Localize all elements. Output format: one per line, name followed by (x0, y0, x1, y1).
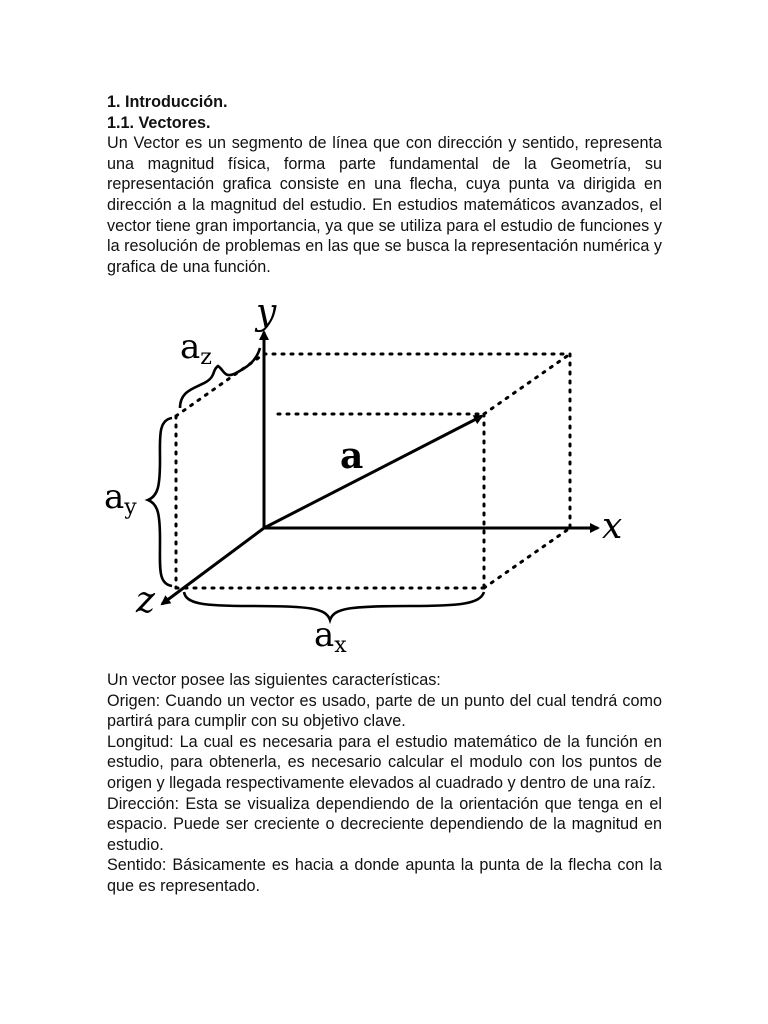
z-axis (162, 528, 264, 604)
x-axis-label: x (602, 506, 623, 547)
characteristics-section (107, 670, 662, 897)
vector-definition-paragraph: Un Vector es un segmento de línea que con dirección y sentido, representa una magnitud física, forma parte fundamental de la Geometría, su representación grafica consiste en una flecha, cuya punta va dirigida en dirección a la magnitud del estudio. En estudios matemáticos avanzados, el vector tiene gran importancia, ya que se utiliza para el estudio de funciones y la resolución de problemas en las que se busca la representación numérica y grafica de una función. (107, 134, 662, 276)
characteristics-intro: Un vector posee las siguientes características: (107, 671, 441, 689)
characteristic-sentido: Sentido: Básicamente es hacia a donde apunta la punta de la flecha con la que es representado. (107, 856, 662, 895)
vector-3d-diagram (100, 290, 660, 660)
y-axis-label: y (256, 292, 277, 333)
ay-brace (148, 418, 172, 586)
z-axis-label: z (136, 580, 155, 621)
intro-section (107, 92, 662, 277)
characteristic-direccion: Dirección: Esta se visualiza dependiendo de la orientación que tenga en el espacio. Puede ser creciente o decreciente dependiendo de la magnitud en estudio. (107, 794, 662, 854)
characteristic-longitud: Longitud: La cual es necesaria para el estudio matemático de la función en estudio, para obtenerla, es necesario calcular el modulo con los puntos de origen y llegada respectivamente elevados al cuadrado y dentro de una raíz. (107, 732, 662, 792)
box-bottom-right-edge (484, 528, 570, 588)
section-heading: 1. Introducción. (107, 93, 228, 111)
box-top-right-edge (484, 354, 570, 414)
subsection-heading: 1.1. Vectores. (107, 113, 211, 132)
az-label: az (180, 327, 212, 370)
ay-label: ay (104, 477, 137, 520)
characteristic-origen: Origen: Cuando un vector es usado, parte de un punto del cual tendrá como partirá para cumplir con su objetivo clave. (107, 691, 662, 731)
vector-a-arrow (264, 416, 482, 528)
vector-a-label: a (340, 435, 364, 477)
ax-label: ax (314, 615, 347, 658)
